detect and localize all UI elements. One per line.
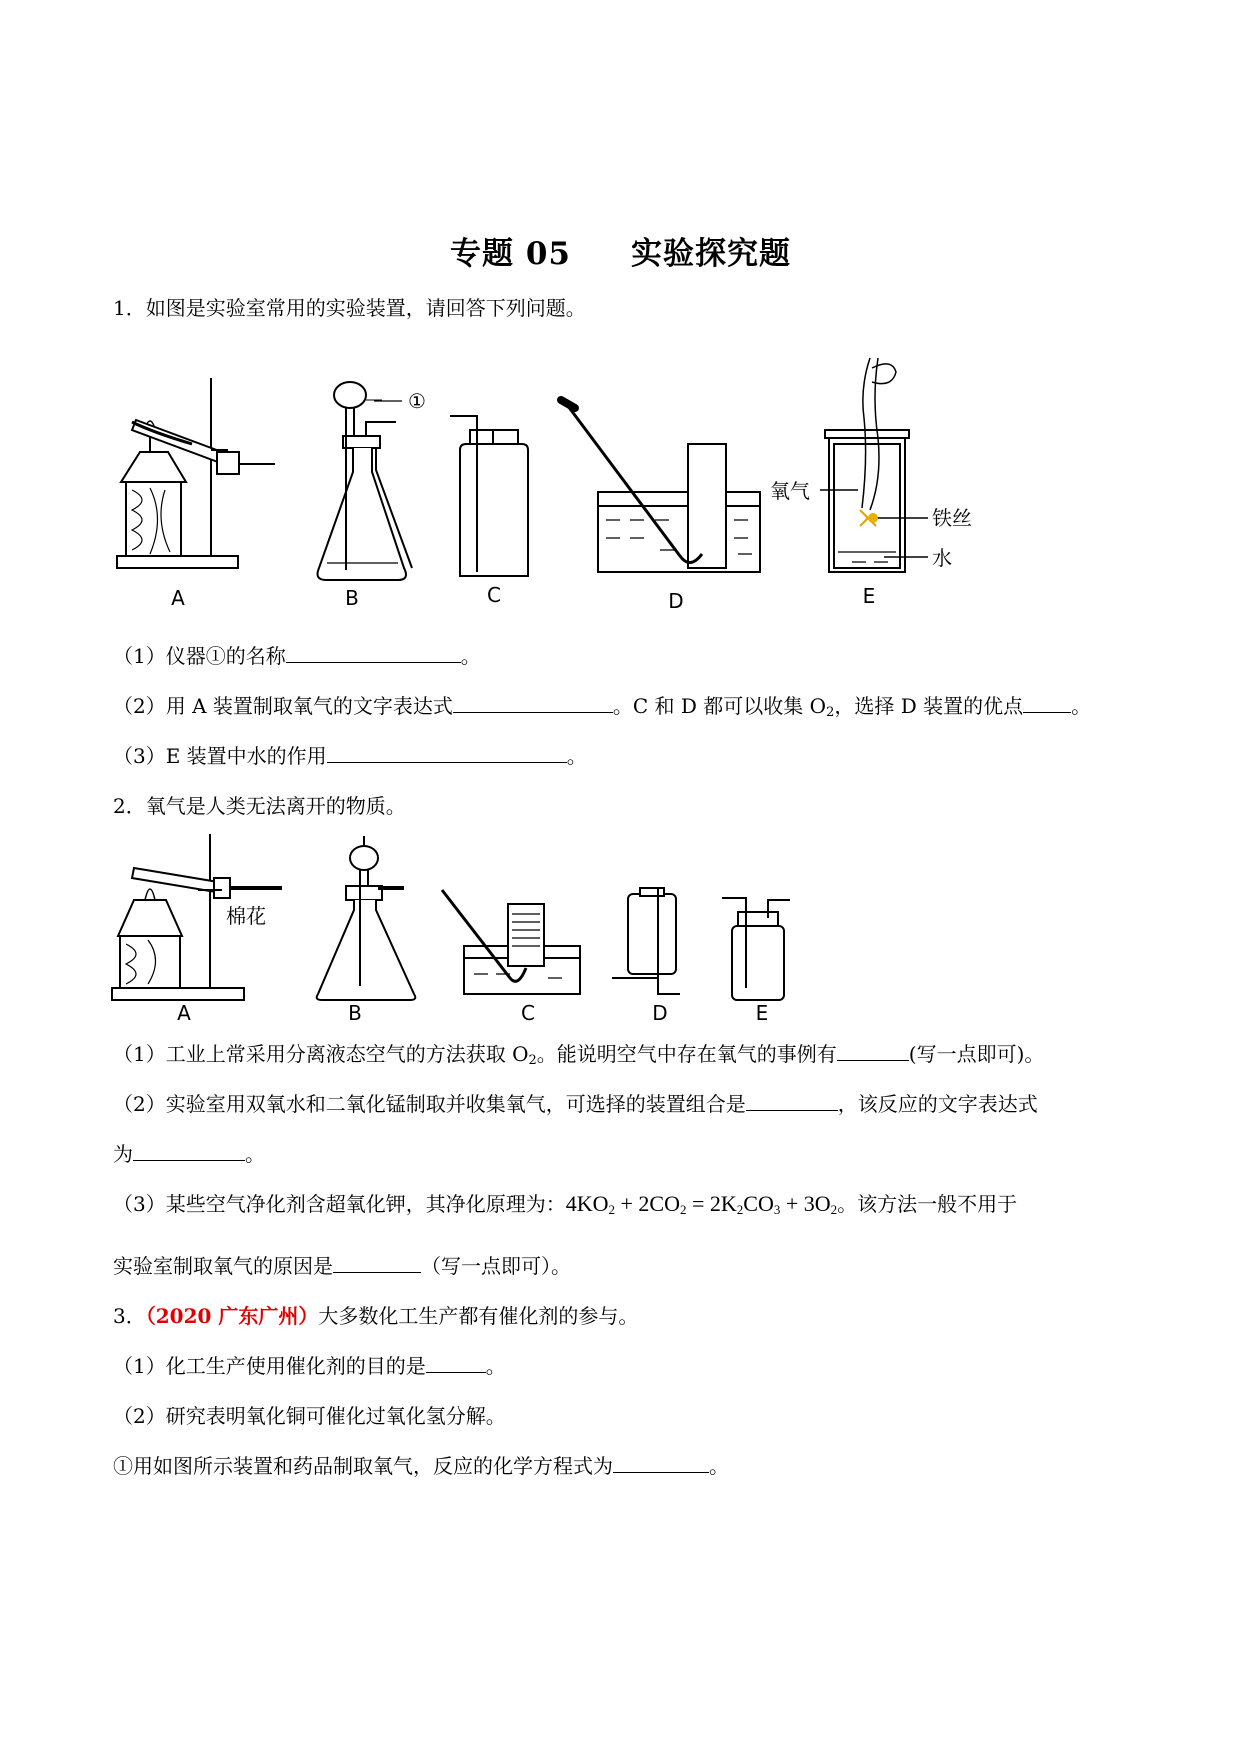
q1-stem: 1．如图是实验室常用的实验装置，请回答下列问题。 (113, 296, 586, 320)
q3-stem: 3．（2020 广东广州）大多数化工生产都有催化剂的参与。 (113, 1304, 639, 1328)
q1-label-e: E (862, 584, 876, 608)
q2-label-e: E (755, 1001, 769, 1025)
q1-apparatus-c (450, 416, 528, 576)
q1-label-c: C (487, 583, 501, 607)
q2-apparatus-e (722, 898, 790, 1000)
q1-apparatus-b (318, 382, 412, 580)
q2-figure (0, 828, 1241, 1028)
q1-wire-label: 铁丝 (932, 506, 972, 530)
q1-apparatus-e (820, 358, 928, 572)
q1-label-a: A (171, 586, 185, 610)
q2-apparatus-b (317, 836, 416, 1000)
q3-part1: （1）化工生产使用催化剂的目的是 。 (113, 1354, 506, 1378)
q3-source: （2020 广东广州） (145, 1304, 319, 1328)
q1-part1: （1）仪器①的名称 。 (113, 644, 481, 668)
q3-part2: （2）研究表明氧化铜可催化过氧化氢分解。 (113, 1404, 506, 1428)
q1-figure (0, 340, 1241, 640)
q2-label-c: C (521, 1001, 535, 1025)
q2-part3-cont: 实验室制取氧气的原因是 （写一点即可）。 (113, 1254, 571, 1278)
q1-label-d: D (668, 589, 684, 613)
q1-apparatus-a (117, 378, 275, 568)
q1-label-b: B (345, 586, 359, 610)
q2-part3: （3）某些空气净化剂含超氧化钾，其净化原理为：$4KO_2 + 2CO_2 = 2K_2CO_3 + 3O_2$。该方法一般不用于 (113, 1191, 1018, 1217)
q2-stem: 2．氧气是人类无法离开的物质。 (113, 794, 406, 818)
q1-water-label: 水 (932, 546, 952, 570)
q2-apparatus-c (442, 890, 580, 994)
q2-label-b: B (348, 1001, 362, 1025)
q2-part2: （2）实验室用双氧水和二氧化锰制取并收集氧气，可选择的装置组合是 ，该反应的文字表达式 (113, 1092, 1038, 1116)
q1-part2: （2）用 A 装置制取氧气的文字表达式 。C 和 D 都可以收集 $O_2$，选择 D 装置的优点 。 (113, 694, 1092, 720)
q2-equation: $4KO_2 + 2CO_2 = 2K_2CO_3 + 3O_2$ (565, 1191, 838, 1217)
q1-part3: （3）E 装置中水的作用 。 (113, 744, 587, 768)
q2-cotton-label: 棉花 (226, 904, 266, 928)
page-title (0, 228, 1241, 273)
title-main: 实验探究题 (630, 236, 791, 272)
q2-part2-cont: 为 。 (113, 1142, 265, 1166)
title-prefix: 专题 05 (450, 236, 571, 272)
q1-apparatus-d (561, 400, 760, 572)
q2-apparatus-d (612, 888, 680, 994)
q2-label-a: A (177, 1001, 191, 1025)
q3-part3: ①用如图所示装置和药品制取氧气，反应的化学方程式为 。 (113, 1454, 729, 1478)
q1-marker-label: ① (408, 389, 426, 413)
q2-label-d: D (652, 1001, 668, 1025)
q1-gas-label: 氧气 (770, 479, 810, 503)
q2-part1: （1）工业上常采用分离液态空气的方法获取 $O_2$。能说明空气中存在氧气的事例有 (写一点即可)。 (113, 1042, 1045, 1068)
